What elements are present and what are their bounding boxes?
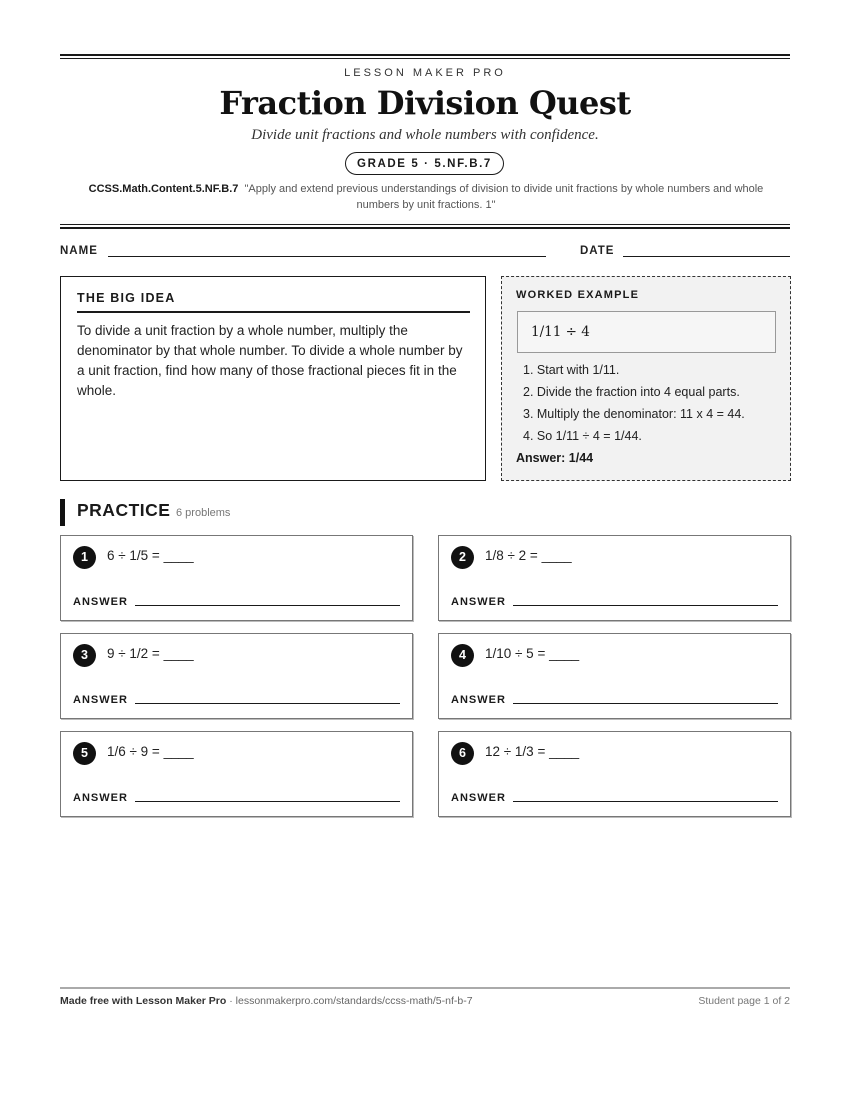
answer-field[interactable] (513, 801, 778, 802)
big-idea-heading: THE BIG IDEA (77, 291, 470, 313)
problem-text: 9 ÷ 1/2 = ____ (107, 646, 194, 661)
problem-card-3 (60, 633, 413, 719)
footer-page-number: Student page 1 of 2 (698, 995, 790, 1007)
worked-example-answer: Answer: 1/44 (516, 451, 594, 465)
date-label: DATE (580, 245, 615, 257)
date-field[interactable] (623, 256, 790, 257)
worked-example-heading: WORKED EXAMPLE (516, 289, 640, 301)
answer-field[interactable] (135, 703, 400, 704)
answer-field[interactable] (135, 605, 400, 606)
answer-label: ANSWER (73, 694, 128, 706)
problem-text: 1/10 ÷ 5 = ____ (485, 646, 580, 661)
footer-made-with: Made free with Lesson Maker Pro (60, 995, 227, 1007)
problem-number-badge: 6 (451, 742, 474, 765)
problem-card-1 (60, 535, 413, 621)
problem-card-2 (438, 535, 791, 621)
practice-accent-bar (60, 499, 65, 526)
problem-card-4 (438, 633, 791, 719)
problem-number-badge: 1 (73, 546, 96, 569)
answer-label: ANSWER (451, 792, 506, 804)
top-rule (60, 54, 790, 56)
answer-label: ANSWER (451, 596, 506, 608)
standard-text: "Apply and extend previous understandings of division to divide unit fractions by whole numbers and whole numbers by unit fractions. 1" (244, 183, 764, 211)
worked-step: 1. Start with 1/11. (523, 363, 620, 377)
problem-number-badge: 3 (73, 644, 96, 667)
worked-example-problem: 1/11 ÷ 4 (517, 311, 776, 353)
brand-name: LESSON MAKER PRO (344, 67, 506, 79)
footer-credit (60, 995, 473, 1007)
worked-example-steps (516, 359, 788, 447)
practice-count: 6 problems (176, 507, 231, 519)
problem-text: 6 ÷ 1/5 = ____ (107, 548, 194, 563)
worksheet-subtitle: Divide unit fractions and whole numbers with confidence. (251, 127, 599, 143)
name-label: NAME (60, 245, 98, 257)
problem-card-6 (438, 731, 791, 817)
worked-step: 4. So 1/11 ÷ 4 = 1/44. (523, 429, 642, 443)
problem-number-badge: 4 (451, 644, 474, 667)
footer-rule (60, 987, 790, 989)
top-rule-thin (60, 58, 790, 59)
practice-heading: PRACTICE (77, 500, 171, 520)
worked-step: 3. Multiply the denominator: 11 x 4 = 44. (523, 407, 745, 421)
worked-example-box (501, 276, 791, 481)
problem-text: 12 ÷ 1/3 = ____ (485, 744, 580, 759)
grade-badge: GRADE 5 · 5.NF.B.7 (345, 152, 504, 175)
worksheet-title: Fraction Division Quest (219, 84, 631, 122)
big-idea-box (60, 276, 486, 481)
standard-code: CCSS.Math.Content.5.NF.B.7 (88, 183, 239, 195)
header-rule-thin (60, 224, 790, 225)
answer-label: ANSWER (73, 792, 128, 804)
problem-card-5 (60, 731, 413, 817)
answer-field[interactable] (513, 605, 778, 606)
header-rule (60, 227, 790, 229)
problem-text: 1/8 ÷ 2 = ____ (485, 548, 572, 563)
problem-number-badge: 5 (73, 742, 96, 765)
footer-url[interactable]: · lessonmakerpro.com/standards/ccss-math/5-nf-b-7 (226, 995, 473, 1007)
answer-field[interactable] (135, 801, 400, 802)
answer-label: ANSWER (451, 694, 506, 706)
problem-text: 1/6 ÷ 9 = ____ (107, 744, 194, 759)
name-field[interactable] (108, 256, 546, 257)
answer-label: ANSWER (73, 596, 128, 608)
problem-number-badge: 2 (451, 546, 474, 569)
worked-step: 2. Divide the fraction into 4 equal parts. (523, 385, 740, 399)
answer-field[interactable] (513, 703, 778, 704)
student-info-row (60, 245, 790, 263)
standard-description (70, 181, 782, 213)
big-idea-text: To divide a unit fraction by a whole number, multiply the denominator by that whole number. To divide a whole number by a unit fraction, find how many of those fractional pieces fit in the whole. (77, 323, 463, 398)
